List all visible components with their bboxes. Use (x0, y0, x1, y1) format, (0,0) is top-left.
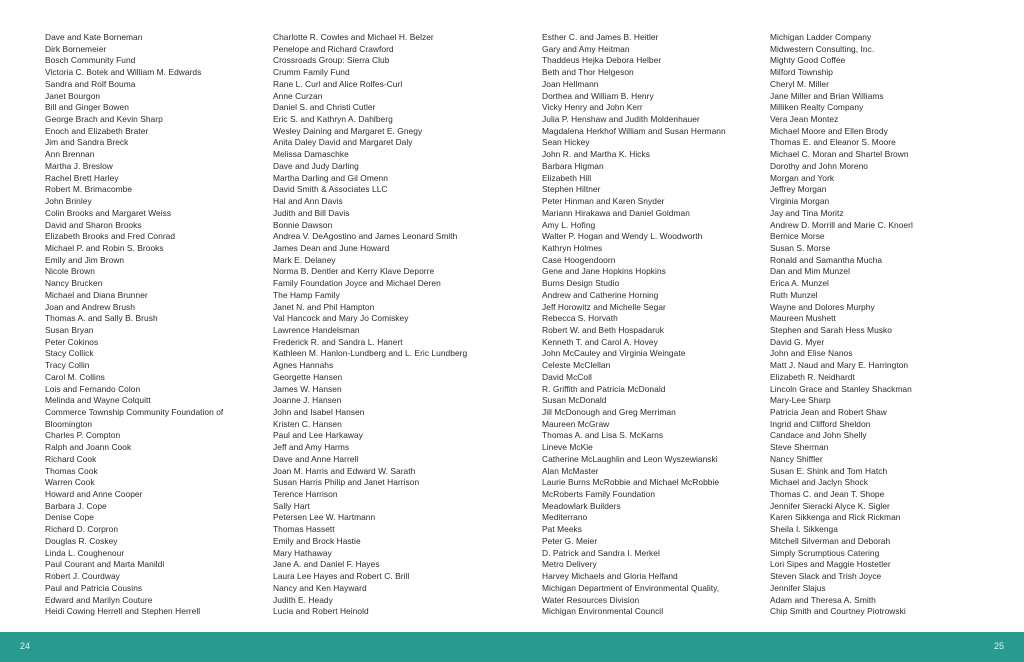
donor-name: Michael C. Moran and Shartel Brown (770, 149, 909, 160)
donor-name: Julia P. Henshaw and Judith Moldenhauer (542, 114, 700, 125)
donor-name: Michael Moore and Ellen Brody (770, 125, 888, 136)
donor-name: Colin Brooks and Margaret Weiss (45, 207, 172, 218)
donor-name: Jane A. and Daniel F. Hayes (273, 559, 380, 570)
donor-name: Midwestern Consulting, Inc. (770, 43, 875, 54)
donor-name: Mitchell Silverman and Deborah (770, 535, 891, 546)
donor-name: Emily and Brock Hastie (273, 535, 361, 546)
donor-name: Jeff and Amy Harms (273, 442, 350, 453)
donor-name: Thomas A. and Sally B. Brush (45, 313, 158, 324)
donor-name: Steven Slack and Trish Joyce (770, 571, 882, 582)
donor-name: Joan and Andrew Brush (45, 301, 135, 312)
donor-name: Meadowlark Builders (542, 500, 621, 511)
donor-name: David Smith & Associates LLC (273, 184, 388, 195)
donor-name: Gene and Jane Hopkins Hopkins (542, 266, 666, 277)
donor-name: Vicky Henry and John Kerr (542, 102, 643, 113)
donor-name: Elizabeth R. Neidhardt (770, 371, 855, 382)
donor-name: Mark E. Delaney (273, 254, 336, 265)
donor-name: Susan E. Shink and Tom Hatch (770, 465, 888, 476)
donor-name: Michael and Jaclyn Shock (770, 477, 869, 488)
donor-name: Thomas Hassett (273, 524, 335, 535)
donor-name: Michigan Department of Environmental Quality, (542, 582, 720, 593)
donor-name: Michigan Environmental Council (542, 606, 664, 617)
donor-name: Bill and Ginger Bowen (45, 102, 129, 113)
donor-name: Charlotte R. Cowles and Michael H. Belzer (273, 32, 434, 42)
donor-name: Celeste McClellan (542, 360, 611, 371)
donor-name: Bloomington (45, 418, 93, 429)
donor-name: Maureen Mushett (770, 313, 836, 324)
donor-name: Victoria C. Botek and William M. Edwards (45, 67, 202, 78)
donor-name: Adam and Theresa A. Smith (770, 594, 876, 605)
donor-name: Eric S. and Kathryn A. Dahlberg (273, 114, 393, 125)
donor-name: Thomas A. and Lisa S. McKarns (542, 430, 664, 441)
donor-name: Jennifer Sieracki Alyce K. Sigler (770, 500, 890, 511)
donor-name: Paul and Lee Harkaway (273, 430, 363, 441)
donor-name: Edward and Marilyn Couture (45, 594, 153, 605)
donor-name: Gary and Amy Heitman (542, 43, 630, 54)
donor-name: Kathleen M. Hanlon-Lundberg and L. Eric Lundberg (273, 348, 468, 359)
donor-name: Mighty Good Coffee (770, 55, 846, 66)
donor-name: Laurie Burns McRobbie and Michael McRobbie (542, 477, 720, 488)
donor-name: Peter Hinman and Karen Snyder (542, 196, 665, 207)
donor-name: Kathryn Holmes (542, 242, 603, 253)
donor-name: Carol M. Collins (45, 371, 105, 382)
donor-name: Dave and Anne Harrell (273, 453, 359, 464)
donor-name: Sally Hart (273, 500, 310, 511)
donor-name: Case Hoogendoorn (542, 254, 616, 265)
donor-name: Rane L. Curl and Alice Rolfes-Curl (273, 78, 403, 89)
donor-name: Lincoln Grace and Stanley Shackman (770, 383, 912, 394)
donor-name: Vera Jean Montez (770, 114, 839, 125)
donor-name: Wayne and Dolores Murphy (770, 301, 875, 312)
donor-name: Heidi Cowing Herrell and Stephen Herrell (45, 606, 201, 617)
donor-name: Dorthea and William B. Henry (542, 90, 654, 101)
footer-band (0, 632, 1024, 662)
donor-name: Simply Scrumptious Catering (770, 547, 880, 558)
donor-name: Emily and Jim Brown (45, 254, 125, 265)
donor-name: Erica A. Munzel (770, 278, 829, 289)
donor-name: Nancy Shiffler (770, 453, 823, 464)
donor-name: Sean Hickey (542, 137, 590, 148)
donor-name: Richard Cook (45, 453, 97, 464)
donor-name: R. Griffith and Patricia McDonald (542, 383, 666, 394)
donor-name: Susan Bryan (45, 324, 94, 335)
donor-name: Jane Miller and Brian Williams (770, 90, 884, 101)
donor-name: Chip Smith and Courtney Piotrowski (770, 606, 906, 617)
donor-column-1 (45, 32, 223, 618)
donor-name: Anne Curzan (273, 90, 323, 101)
donor-name: Lineve McKie (542, 442, 593, 453)
donor-name: Sheila I. Sikkenga (770, 524, 838, 535)
donor-name: Jill McDonough and Greg Merriman (542, 407, 676, 417)
donor-name: Martha J. Breslow (45, 160, 113, 171)
donor-name: Mary Hathaway (273, 547, 332, 558)
donor-name: Janet Bourgon (45, 90, 101, 101)
donor-name: Howard and Anne Cooper (45, 489, 143, 500)
donor-name: Joan Hellmann (542, 78, 599, 89)
donor-name: Andrew D. Morrill and Marie C. Knoerl (770, 219, 913, 230)
donor-name: Warren Cook (45, 477, 95, 488)
donor-name: Melinda and Wayne Colquitt (45, 395, 151, 406)
donor-name: Crumm Family Fund (273, 67, 350, 78)
donor-name: Dave and Kate Borneman (45, 32, 143, 42)
donor-name: Dan and Mim Munzel (770, 266, 851, 277)
donor-name: Paul Courant and Marta Manildi (45, 559, 165, 570)
donor-name: Thomas E. and Eleanor S. Moore (770, 137, 896, 148)
donor-name: Commerce Township Community Foundation of (45, 407, 224, 417)
donor-name: Paul and Patricia Cousins (45, 582, 143, 593)
donor-name: James W. Hansen (273, 383, 342, 394)
donor-name: Robert J. Courdway (45, 571, 120, 582)
donor-name: Rachel Brett Harley (45, 172, 119, 183)
donor-name: Stephen and Sarah Hess Musko (770, 324, 892, 335)
donor-name: Burns Design Studio (542, 278, 620, 289)
donor-name: Thomas Cook (45, 465, 98, 476)
donor-name: The Hamp Family (273, 289, 340, 300)
donor-name: Dave and Judy Darling (273, 160, 359, 171)
donor-name: Nancy and Ken Hayward (273, 582, 367, 593)
donor-name: Penelope and Richard Crawford (273, 43, 394, 54)
donor-name: Candace and John Shelly (770, 430, 867, 441)
donor-name: John and Isabel Hansen (273, 407, 365, 417)
donor-name: Kenneth T. and Carol A. Hovey (542, 336, 658, 347)
left-page-number: 24 (20, 641, 31, 651)
donor-name: Catherine McLaughlin and Leon Wyszewianski (542, 453, 718, 464)
donor-name: Stephen Hiltner (542, 184, 601, 195)
donor-name: Bosch Community Fund (45, 55, 136, 66)
donor-name: Anita Daley David and Margaret Daly (273, 137, 413, 148)
donor-name: Peter G. Meier (542, 535, 598, 546)
donor-name: Frederick R. and Sandra L. Hanert (273, 336, 403, 347)
donor-name: Mary-Lee Sharp (770, 395, 831, 406)
donor-name: Thomas C. and Jean T. Shope (770, 489, 885, 500)
donor-name: Lori Sipes and Maggie Hostetler (770, 559, 891, 570)
donor-name: Lucia and Robert Heinold (273, 606, 369, 617)
donor-name: Andrew and Catherine Horning (542, 289, 659, 300)
donor-name: Amy L. Hofing (542, 219, 596, 230)
donor-name: Susan McDonald (542, 395, 607, 406)
donor-name: Ronald and Samantha Mucha (770, 254, 883, 265)
donor-name: Mediterrano (542, 512, 588, 523)
donor-column-2 (273, 32, 467, 618)
donor-name: Tracy Collin (45, 360, 90, 371)
donor-name: Linda L. Coughenour (45, 547, 125, 558)
donor-name: Walter P. Hogan and Wendy L. Woodworth (542, 231, 703, 242)
donor-name: Martha Darling and Gil Omenn (273, 172, 388, 183)
donor-name: Robert W. and Beth Hospadaruk (542, 324, 665, 335)
donor-name: Terence Harrison (273, 489, 338, 500)
donor-name: Virginia Morgan (770, 196, 830, 207)
donor-name: Crossroads Group: Sierra Club (273, 55, 390, 66)
donor-name: Ruth Munzel (770, 289, 818, 300)
donor-name: Elizabeth Hill (542, 172, 592, 183)
donor-name: Jeffrey Morgan (770, 184, 827, 195)
donor-name: Morgan and York (770, 172, 835, 183)
donor-name: Jennifer Slajus (770, 582, 826, 593)
donor-name: Harvey Michaels and Gloria Helfand (542, 571, 678, 582)
donor-name: Kristen C. Hansen (273, 418, 342, 429)
donor-name: James Dean and June Howard (273, 242, 390, 253)
donor-name: Rebecca S. Horvath (542, 313, 618, 324)
donor-name: Steve Sherman (770, 442, 829, 453)
donor-name: Patricia Jean and Robert Shaw (770, 407, 887, 417)
donor-name: Georgette Hansen (273, 371, 343, 382)
donor-name: Alan McMaster (542, 465, 599, 476)
donor-name: David McColl (542, 371, 592, 382)
donor-name: Mariann Hirakawa and Daniel Goldman (542, 207, 690, 218)
donor-name: John and Elise Nanos (770, 348, 853, 359)
donor-name: David and Sharon Brooks (45, 219, 142, 230)
right-page-number: 25 (993, 641, 1004, 651)
donor-name: Hal and Ann Davis (273, 196, 343, 207)
donor-name: George Brach and Kevin Sharp (45, 114, 163, 125)
donor-name: Dirk Bornemeier (45, 43, 107, 54)
donor-name: Susan S. Morse (770, 242, 831, 253)
donor-name: McRoberts Family Foundation (542, 489, 656, 500)
donor-name: Stacy Collick (45, 348, 94, 359)
donor-name: Beth and Thor Helgeson (542, 67, 634, 78)
donor-name: Denise Cope (45, 512, 94, 523)
donor-name: Metro Delivery (542, 559, 597, 570)
donor-name: Bonnie Dawson (273, 219, 333, 230)
donor-name: Milford Township (770, 67, 834, 78)
donor-name: Laura Lee Hayes and Robert C. Brill (273, 571, 410, 582)
donor-name: Enoch and Elizabeth Brater (45, 125, 149, 136)
donor-name: John McCauley and Virginia Weingate (542, 348, 686, 359)
donor-name: Charles P. Compton (45, 430, 121, 441)
donor-name: Jeff Horowitz and Michelle Segar (542, 301, 666, 312)
donor-name: Sandra and Rolf Bouma (45, 78, 136, 89)
donor-name: Richard D. Corpron (45, 524, 119, 535)
donor-name: John R. and Martha K. Hicks (542, 149, 650, 160)
donor-name: John Brinley (45, 196, 92, 207)
donor-name: Jim and Sandra Breck (45, 137, 129, 148)
donor-name: D. Patrick and Sandra I. Merkel (542, 547, 660, 558)
donor-name: Judith and Bill Davis (273, 207, 350, 218)
donor-name: Andrea V. DeAgostino and James Leonard Smith (273, 231, 458, 242)
donor-name: Dorothy and John Moreno (770, 160, 868, 171)
donor-name: Douglas R. Coskey (45, 535, 118, 546)
donor-name: Thaddeus Hejka Debora Helber (542, 55, 662, 66)
donor-name: Pat Meeks (542, 524, 583, 535)
donor-name: Petersen Lee W. Hartmann (273, 512, 376, 523)
donor-name: Judith E. Heady (273, 594, 333, 605)
donor-name: Esther C. and James B. Heitler (542, 32, 659, 42)
donor-name: Bernice Morse (770, 231, 825, 242)
donor-name: Melissa Damaschke (273, 149, 349, 160)
donor-name: Jay and Tina Moritz (770, 207, 844, 218)
donor-name: Ralph and Joann Cook (45, 442, 132, 453)
donor-name: Daniel S. and Christi Cutler (273, 102, 376, 113)
donor-name: Agnes Hannahs (273, 360, 334, 371)
donor-name: Nancy Brucken (45, 278, 103, 289)
donor-name: Wesley Daining and Margaret E. Gnegy (273, 125, 423, 136)
donor-name: Joan M. Harris and Edward W. Sarath (273, 465, 416, 476)
donor-name: David G. Myer (770, 336, 825, 347)
donor-name: Karen Sikkenga and Rick Rickman (770, 512, 901, 523)
donor-name: Cheryl M. Miller (770, 78, 829, 89)
donor-name: Michigan Ladder Company (770, 32, 872, 42)
donor-name: Val Hancock and Mary Jo Comiskey (273, 313, 409, 324)
donor-name: Norma B. Dentler and Kerry Klave Deporre (273, 266, 435, 277)
donor-name: Maureen McGraw (542, 418, 610, 429)
donor-name: Magdalena Herkhof William and Susan Hermann (542, 125, 726, 136)
donor-name: Ingrid and Clifford Sheldon (770, 418, 871, 429)
donor-name: Ann Brennan (45, 149, 95, 160)
donor-name: Joanne J. Hansen (273, 395, 342, 406)
donor-name: Michael P. and Robin S. Brooks (45, 242, 164, 253)
donor-name: Barbara J. Cope (45, 500, 107, 511)
donor-name: Susan Harris Philip and Janet Harrison (273, 477, 420, 488)
donor-name: Janet N. and Phil Hampton (273, 301, 375, 312)
donor-name: Barbara Higman (542, 160, 604, 171)
donor-column-3 (542, 32, 726, 618)
donor-name: Matt J. Naud and Mary E. Harrington (770, 360, 909, 371)
donor-name: Peter Cokinos (45, 336, 99, 347)
donor-column-4 (770, 32, 913, 618)
donor-name: Michael and Diana Brunner (45, 289, 148, 300)
donor-name: Water Resources Division (542, 594, 640, 605)
donor-name: Milliken Realty Company (770, 102, 864, 113)
donor-name: Lois and Fernando Colon (45, 383, 141, 394)
donor-name: Nicole Brown (45, 266, 95, 277)
donor-name: Elizabeth Brooks and Fred Conrad (45, 231, 176, 242)
donor-name: Robert M. Brimacombe (45, 184, 133, 195)
donor-name: Family Foundation Joyce and Michael Deren (273, 278, 441, 289)
donor-name: Lawrence Handelsman (273, 324, 360, 335)
